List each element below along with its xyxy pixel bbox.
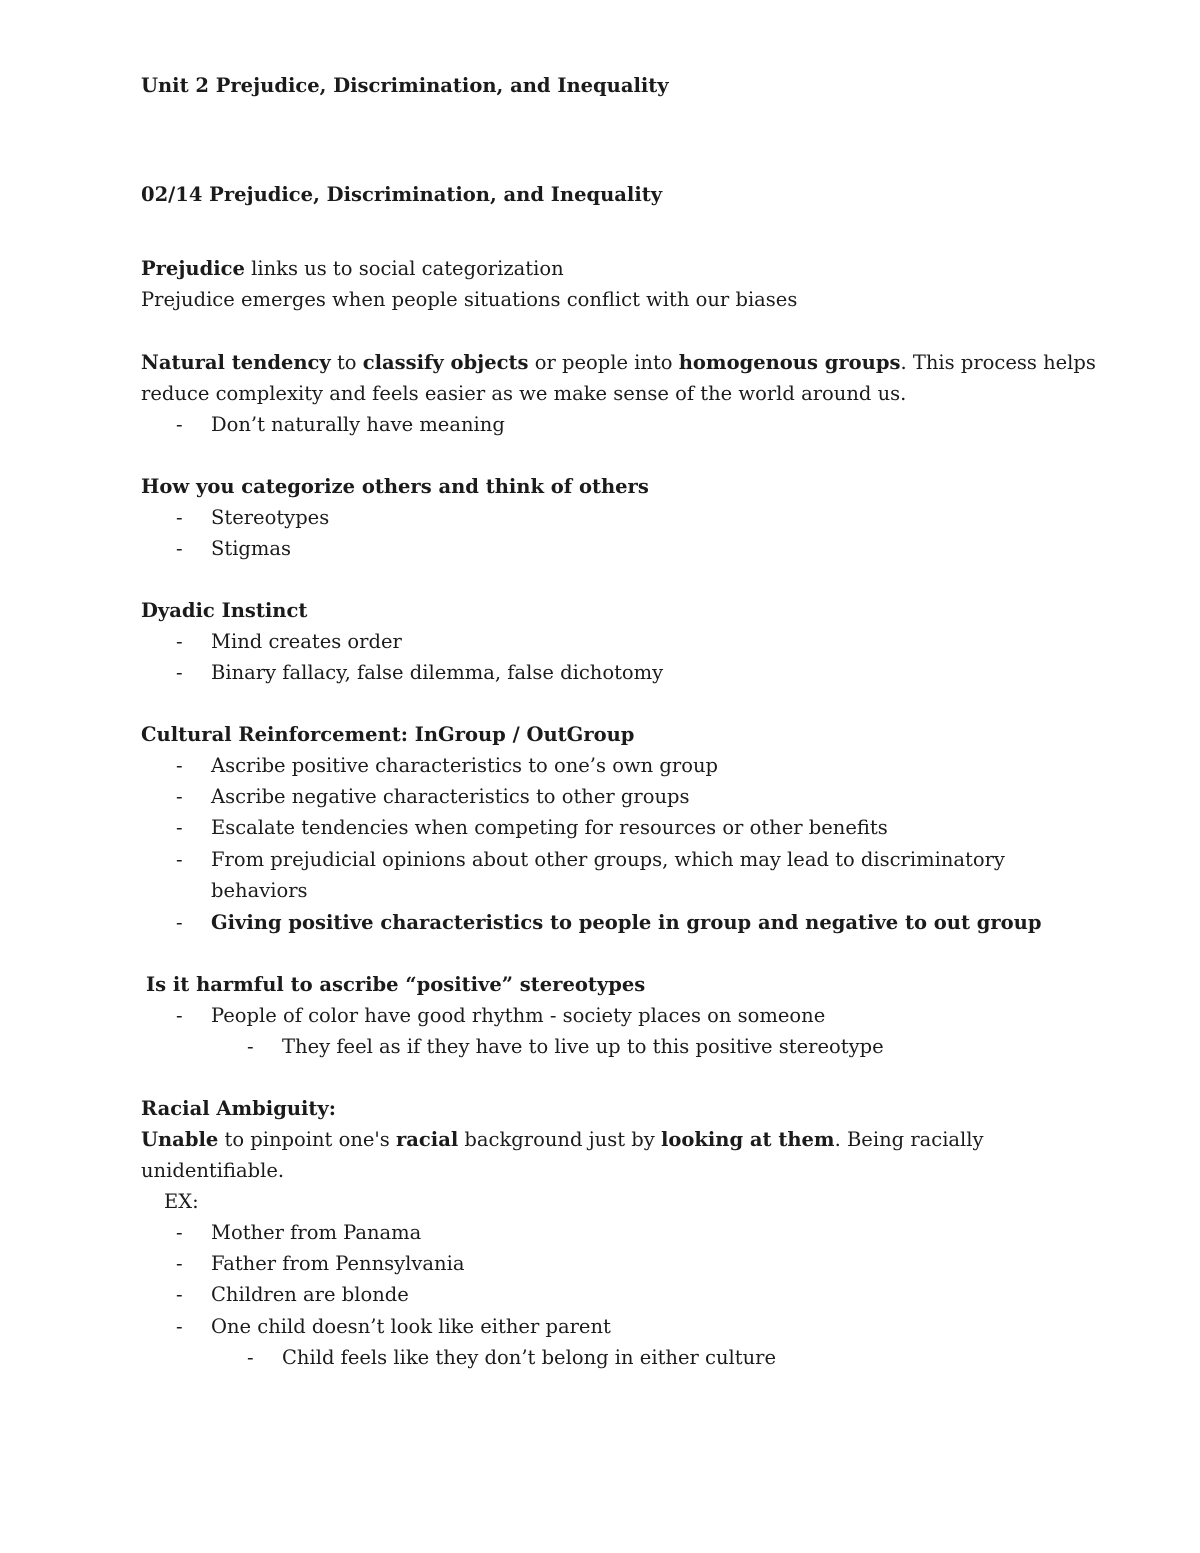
list-item: - Mother from Panama [176, 1221, 422, 1244]
list-item: - Don’t naturally have meaning [176, 413, 505, 436]
natural-tendency-line-2: reduce complexity and feels easier as we make sense of the world around us. [141, 382, 907, 405]
list-item: - Father from Pennsylvania [176, 1252, 465, 1275]
racial-definition-line-2: unidentifiable. [141, 1159, 285, 1182]
list-item: - Mind creates order [176, 630, 402, 653]
list-item: - Escalate tendencies when competing for resources or other benefits [176, 816, 888, 839]
racial-definition: Unable to pinpoint one's racial background just by looking at them. Being racially [141, 1128, 984, 1151]
cultural-heading: Cultural Reinforcement: InGroup / OutGroup [141, 723, 635, 746]
example-label: EX: [164, 1190, 199, 1213]
dyadic-heading: Dyadic Instinct [141, 599, 308, 622]
sub-list-item: - Child feels like they don’t belong in either culture [247, 1346, 777, 1369]
natural-tendency-paragraph: Natural tendency to classify objects or people into homogenous groups. This process helps [141, 351, 1096, 374]
list-item-bold: - Giving positive characteristics to people in group and negative to out group [176, 911, 1042, 934]
prejudice-definition: Prejudice links us to social categorization [141, 257, 564, 280]
list-item-continuation: behaviors [211, 879, 308, 902]
racial-heading: Racial Ambiguity: [141, 1097, 336, 1120]
list-item: - Ascribe positive characteristics to one’s own group [176, 754, 718, 777]
list-item: - Ascribe negative characteristics to other groups [176, 785, 690, 808]
list-item: - One child doesn’t look like either parent [176, 1315, 611, 1338]
list-item: - From prejudicial opinions about other groups, which may lead to discriminatory [176, 848, 1005, 871]
list-item: - Stereotypes [176, 506, 330, 529]
document-title: Unit 2 Prejudice, Discrimination, and Inequality [141, 74, 669, 97]
list-item: - Children are blonde [176, 1283, 409, 1306]
list-item: - Binary fallacy, false dilemma, false dichotomy [176, 661, 664, 684]
harmful-heading: Is it harmful to ascribe “positive” stereotypes [146, 973, 646, 996]
list-item: - People of color have good rhythm - society places on someone [176, 1004, 826, 1027]
date-heading: 02/14 Prejudice, Discrimination, and Inequality [141, 183, 663, 206]
sub-list-item: - They feel as if they have to live up to this positive stereotype [247, 1035, 884, 1058]
categorize-heading: How you categorize others and think of others [141, 475, 649, 498]
prejudice-line-2: Prejudice emerges when people situations conflict with our biases [141, 288, 798, 311]
list-item: - Stigmas [176, 537, 292, 560]
